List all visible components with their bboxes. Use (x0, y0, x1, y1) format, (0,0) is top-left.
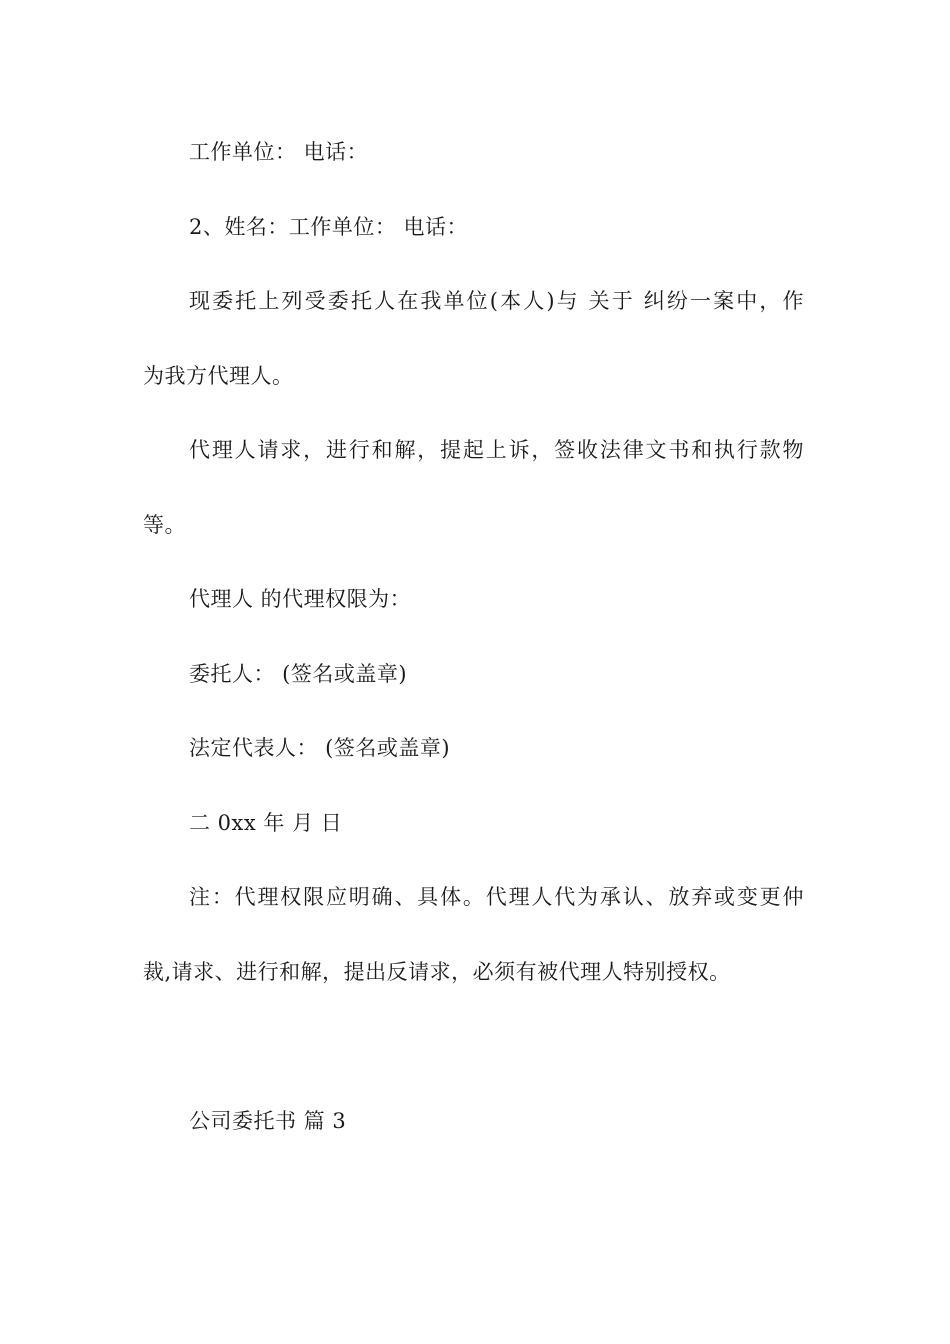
authority-paragraph-line-1: 代理人请求，进行和解，提起上诉，签收法律文书和执行款物 (189, 438, 804, 462)
entrust-paragraph-line-2: 为我方代理人。 (143, 364, 294, 388)
work-unit-phone-line: 工作单位： 电话： (189, 140, 369, 164)
entrust-paragraph-line-1: 现委托上列受委托人在我单位(本人)与 关于 纠纷一案中，作 (189, 289, 804, 313)
date-line: 二 0xx 年 月 日 (189, 811, 343, 835)
legal-representative-signature-line: 法定代表人： (签名或盖章) (189, 736, 451, 760)
authority-paragraph-line-2: 等。 (143, 513, 186, 537)
authority-scope-line: 代理人 的代理权限为： (189, 587, 412, 611)
note-paragraph-line-2: 裁,请求、进行和解，提出反请求，必须有被代理人特别授权。 (143, 960, 731, 984)
section-heading: 公司委托书 篇 3 (189, 1109, 347, 1133)
principal-signature-line: 委托人： (签名或盖章) (189, 662, 408, 686)
agent-2-info-line: 2、姓名：工作单位： 电话： (189, 215, 469, 239)
note-paragraph-line-1: 注：代理权限应明确、具体。代理人代为承认、放弃或变更仲 (189, 885, 804, 909)
